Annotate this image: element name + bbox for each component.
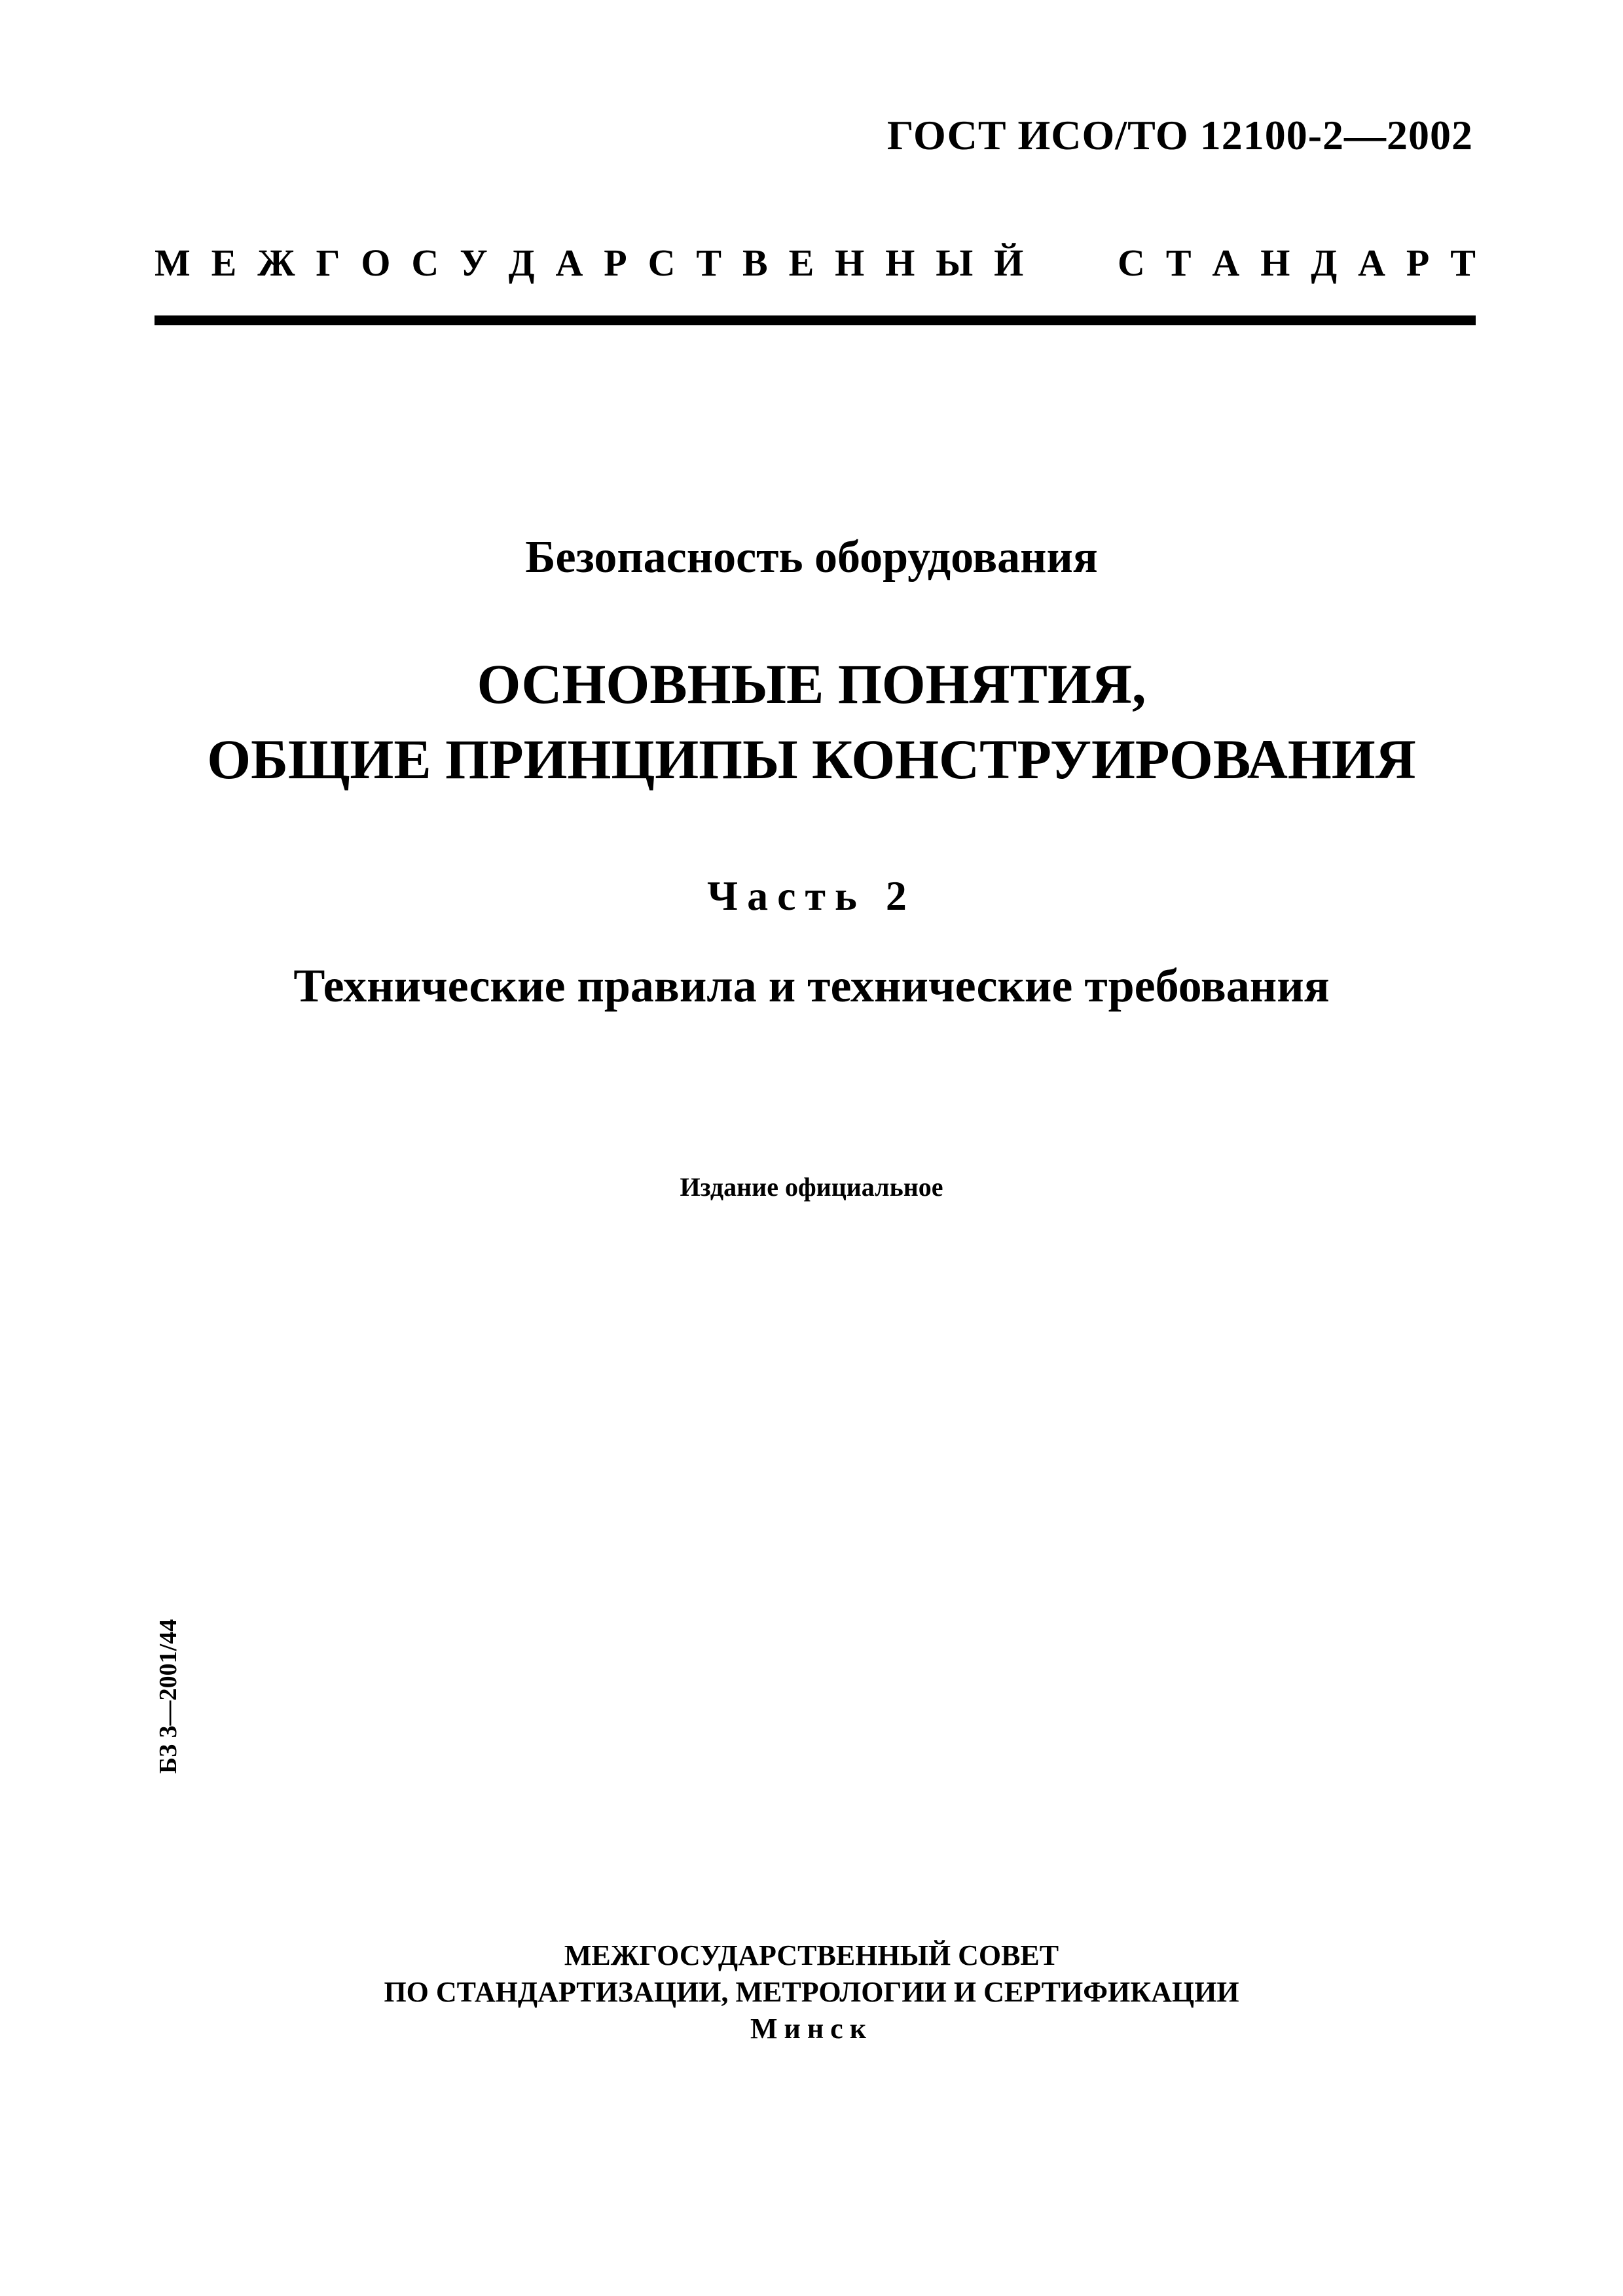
main-title-line-2: ОБЩИЕ ПРИНЦИПЫ КОНСТРУИРОВАНИЯ — [207, 728, 1416, 791]
header-letter: А — [555, 242, 583, 284]
header-letter: Г — [316, 242, 340, 284]
edition-label: Издание официальное — [680, 1172, 943, 1202]
header-letter: М — [155, 242, 191, 284]
header-letter: А — [1212, 242, 1240, 284]
header-letter: Й — [994, 242, 1024, 284]
bz-code: БЗ 3—2001/44 — [155, 1619, 182, 1774]
header-letter: С — [1118, 242, 1145, 284]
header-letter: С — [411, 242, 439, 284]
part-label: Часть 2 — [707, 872, 916, 919]
header-letter: Н — [885, 242, 915, 284]
header-letter: Д — [508, 242, 535, 284]
subject-title: Безопасность оборудования — [525, 532, 1098, 583]
publisher-line-1: МЕЖГОСУДАРСТВЕННЫЙ СОВЕТ — [564, 1939, 1059, 1971]
header-letter: Д — [1311, 242, 1338, 284]
header-letter: Ж — [257, 242, 295, 284]
header-letter: Р — [1406, 242, 1430, 284]
header-letter: С — [647, 242, 676, 284]
standard-number: ГОСТ ИСО/ТО 12100-2—2002 — [886, 112, 1473, 158]
header-rule — [155, 315, 1476, 325]
publisher-line-2: ПО СТАНДАРТИЗАЦИИ, МЕТРОЛОГИИ И СЕРТИФИКАЦИИ — [384, 1976, 1239, 2008]
header-letter: Т — [696, 242, 722, 284]
header-word-gap — [1044, 241, 1097, 285]
header-letter: Н — [835, 242, 865, 284]
header-letter: Т — [1450, 242, 1476, 284]
publisher-city: Минск — [750, 2013, 873, 2045]
header-letter: О — [361, 242, 391, 284]
header-letter: У — [460, 242, 488, 284]
header-letter: Р — [604, 242, 627, 284]
header-letter: Т — [1165, 242, 1192, 284]
header-letter: А — [1358, 242, 1385, 284]
header-letter: Е — [788, 242, 814, 284]
header-letter: Н — [1260, 242, 1290, 284]
part-title: Технические правила и технические требования — [293, 960, 1330, 1012]
header-letter: Е — [211, 242, 237, 284]
header-letter: В — [742, 242, 768, 284]
header-interstate-standard — [155, 241, 1476, 285]
header-letter: Ы — [936, 242, 974, 284]
main-title-line-1: ОСНОВНЫЕ ПОНЯТИЯ, — [477, 653, 1146, 715]
